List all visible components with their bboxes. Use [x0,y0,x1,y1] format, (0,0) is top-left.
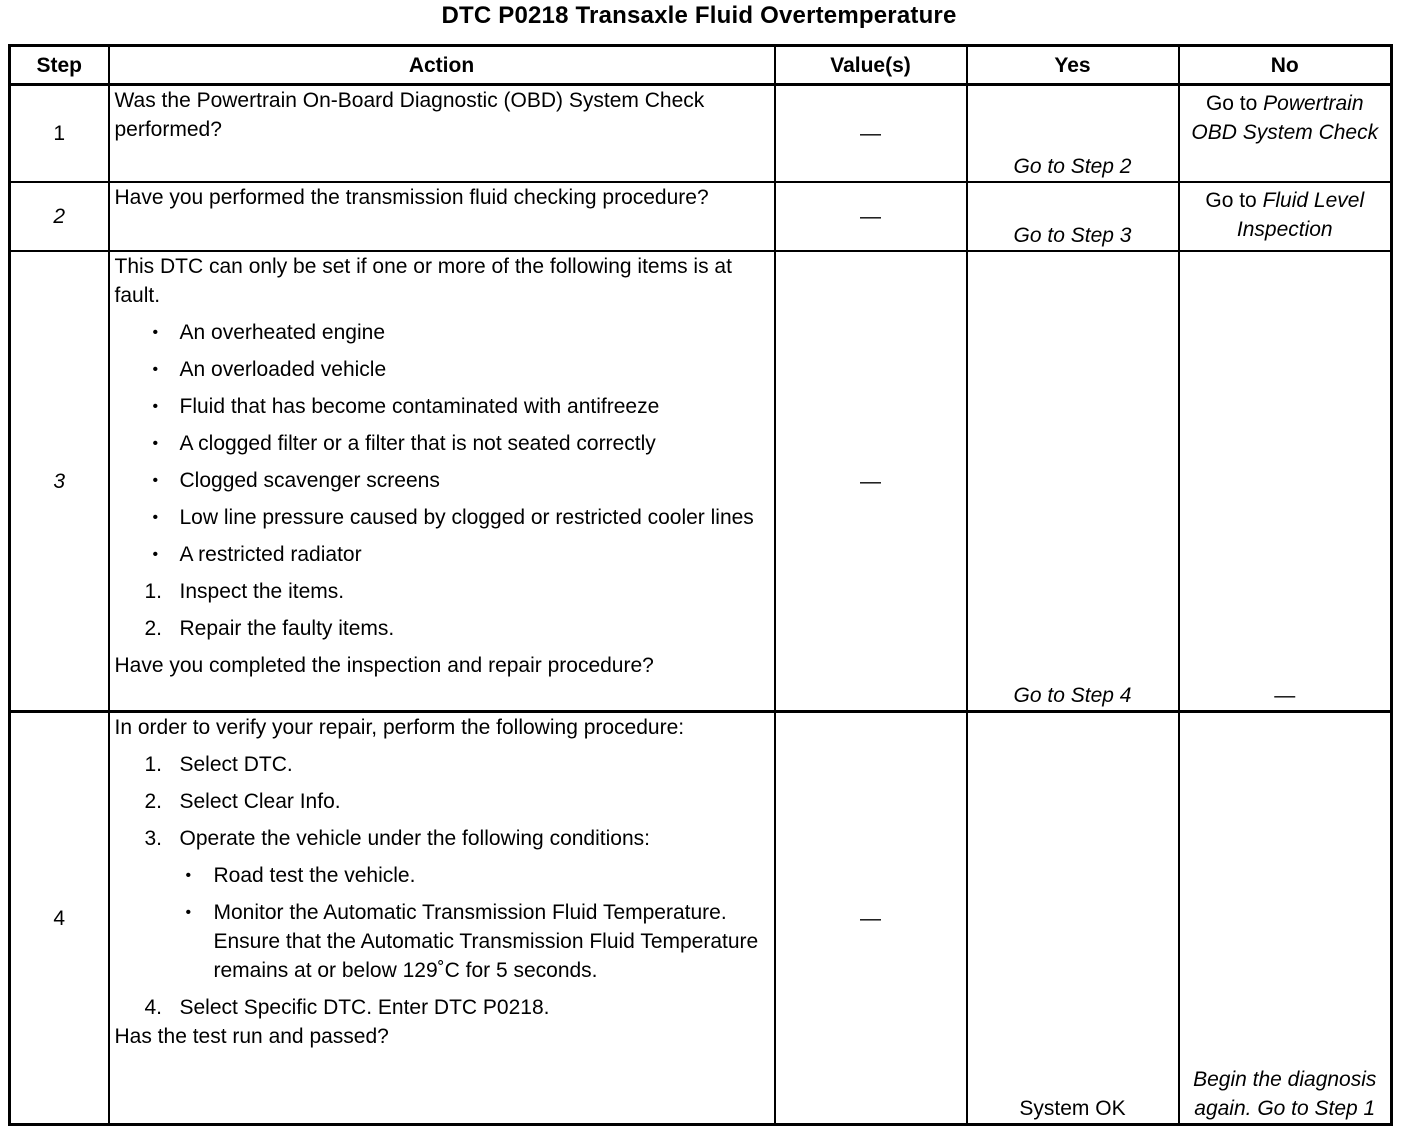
step-text: Select Specific DTC. Enter DTC P0218. [179,996,550,1019]
step-number: 3 [10,251,109,712]
no-prefix: Go to [1205,92,1264,115]
no-prefix: Go to [1205,189,1263,212]
table-header-row [10,46,1392,85]
action-text: Have you performed the transmission fluid checking procedure? [109,182,775,251]
condition-bullet-list [115,861,769,985]
action-question: Have you completed the inspection and repair procedure? [114,654,654,677]
step-index: 3. [144,827,163,850]
step-text: Select DTC. [179,753,293,776]
list-item: • Clogged scavenger screens [115,466,769,495]
list-item [115,824,769,853]
no-link-fluid-level: Fluid Level Inspection [1236,189,1365,241]
step-index: 2. [144,790,163,813]
yes-cell: System OK [967,712,1179,1125]
action-text: Was the Powertrain On-Board Diagnostic (OBD) System Check performed? [109,85,775,183]
step-number: 1 [10,85,109,183]
header-no: No [1179,46,1392,85]
header-yes: Yes [967,46,1179,85]
step-number: 2 [10,182,109,251]
step-index: 4. [144,996,163,1019]
no-cell [1179,85,1392,183]
procedure-steps [115,577,769,643]
document-title: DTC P0218 Transaxle Fluid Overtemperature [441,2,957,29]
step-number: 4 [10,712,109,1125]
list-item: • An overloaded vehicle [115,355,769,384]
list-item: • A clogged filter or a filter that is not seated correctly [115,429,769,458]
value-cell: — [775,85,967,183]
step-index: 1. [144,580,163,603]
step-text: Select Clear Info. [179,790,341,813]
action-cell [109,712,775,1125]
step-text: Operate the vehicle under the following conditions: [179,827,650,850]
action-cell [109,251,775,712]
list-item: • A restricted radiator [115,540,769,569]
no-cell: — [1179,251,1392,712]
procedure-steps [115,993,769,1022]
no-cell [1179,182,1392,251]
table-row-step-1 [10,85,1392,183]
list-item: • Road test the vehicle. [115,861,769,890]
table-row-step-3 [10,251,1392,712]
header-action: Action [109,46,775,85]
yes-cell: Go to Step 2 [967,85,1179,183]
no-link-powertrain-obd: Powertrain OBD System Check [1191,92,1379,144]
list-item [115,750,769,779]
list-item: • An overheated engine [115,318,769,347]
no-cell: Begin the diagnosis again. Go to Step 1 [1179,712,1392,1125]
step-index: 2. [144,617,163,640]
yes-cell: Go to Step 4 [967,251,1179,712]
step-index: 1. [144,753,163,776]
step-text: Repair the faulty items. [179,617,395,640]
fault-bullet-list [115,318,769,569]
value-cell: — [775,251,967,712]
step-text: Inspect the items. [179,580,345,603]
action-intro: In order to verify your repair, perform the following procedure: [114,716,685,739]
list-item: • Monitor the Automatic Transmission Fluid Temperature. Ensure that the Automatic Transmission Fluid Temperature remains at or below 129˚C for 5 seconds. [115,898,769,985]
list-item: • Low line pressure caused by clogged or restricted cooler lines [115,503,769,532]
value-cell: — [775,712,967,1125]
list-item [115,993,769,1022]
action-question: Has the test run and passed? [114,1025,389,1048]
table-row-step-4 [10,712,1392,1125]
procedure-steps [115,750,769,853]
yes-cell: Go to Step 3 [967,182,1179,251]
header-step: Step [10,46,109,85]
dtc-diagnostic-table [8,44,1393,1126]
header-values: Value(s) [775,46,967,85]
list-item [115,614,769,643]
action-intro: This DTC can only be set if one or more of the following items is at fault. [114,255,732,307]
value-cell: — [775,182,967,251]
list-item [115,577,769,606]
table-row-step-2 [10,182,1392,251]
list-item [115,787,769,816]
list-item: • Fluid that has become contaminated with antifreeze [115,392,769,421]
